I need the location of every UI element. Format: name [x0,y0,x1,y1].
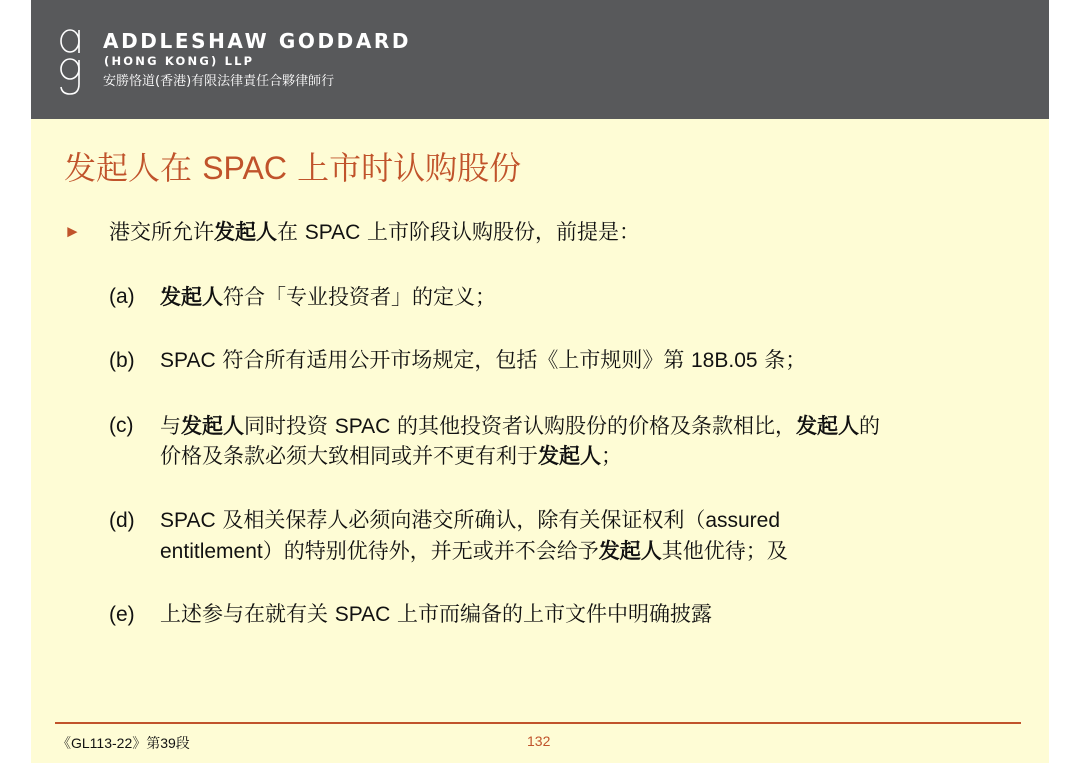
item-a-text: 发起人符合「专业投资者」的定义； [160,284,496,309]
bullet-arrow-icon: ► [64,222,81,241]
footer-reference: 《GL113-22》第39段 [57,735,190,751]
item-b-text: SPAC 符合所有适用公开市场规定，包括《上市规则》第 18B.05 条； [160,348,807,372]
footer-divider [55,722,1021,724]
item-c-text-line1: 与发起人同时投资 SPAC 的其他投资者认购股份的价格及条款相比，发起人的 [160,413,881,438]
item-label-d: (d) [109,509,135,532]
item-d-text-line2: entitlement）的特别优待外，并无或并不会给予发起人其他优待；及 [160,538,788,563]
item-e-text: 上述参与在就有关 SPAC 上市而编备的上市文件中明确披露 [160,602,713,626]
slide-title: 发起人在 SPAC 上市时认购股份 [64,149,522,187]
ag-logo-icon [57,24,85,96]
item-label-c: (c) [109,414,134,437]
slide [31,0,1049,763]
firm-chinese-name: 安勝恪道(香港)有限法律責任合夥律師行 [103,74,335,89]
page-number: 132 [527,733,551,749]
item-label-b: (b) [109,349,135,372]
firm-subtitle: (HONG KONG) LLP [104,54,255,68]
item-c-text-line2: 价格及条款必须大致相同或并不更有利于发起人； [160,443,622,468]
intro-text: 港交所允许发起人在 SPAC 上市阶段认购股份，前提是： [109,219,641,244]
header-bar [31,0,1049,119]
firm-name: ADDLESHAW GODDARD [103,29,412,53]
item-label-e: (e) [109,603,135,626]
item-d-text-line1: SPAC 及相关保荐人必须向港交所确认，除有关保证权利（assured [160,508,781,532]
item-label-a: (a) [109,285,135,308]
